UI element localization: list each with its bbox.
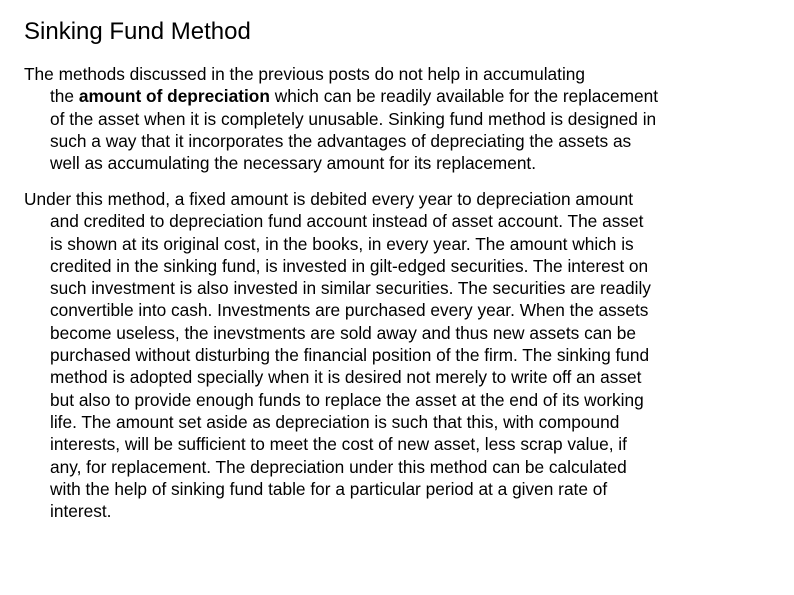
paragraph-line: convertible into cash. Investments are purchased every year. When the assets (50, 300, 649, 321)
text-run: the (50, 86, 79, 107)
paragraph-line: such investment is also invested in similar securities. The securities are readily (50, 278, 651, 299)
paragraph-line: of the asset when it is completely unusable. Sinking fund method is designed in (50, 108, 657, 129)
paragraph-line: become useless, the inevstments are sold away and thus new assets can be (50, 322, 636, 343)
paragraph-line: life. The amount set aside as depreciation is such that this, with compound (50, 411, 620, 432)
paragraph-line: interests, will be sufficient to meet the cost of new asset, less scrap value, if (50, 434, 627, 455)
page-title: Sinking Fund Method (24, 18, 251, 45)
paragraph-line (24, 85, 764, 107)
paragraph-line: with the help of sinking fund table for a particular period at a given rate of (50, 478, 608, 499)
text-run: which can be readily available for the replacement (269, 86, 658, 107)
paragraph-intro (24, 63, 764, 174)
emphasized-term: amount of depreciation (78, 86, 270, 107)
paragraph-line: The methods discussed in the previous posts do not help in accumulating (24, 64, 586, 84)
paragraph-line: is shown at its original cost, in the books, in every year. The amount which is (50, 233, 634, 254)
paragraph-line: and credited to depreciation fund account instead of asset account. The asset (50, 211, 644, 232)
paragraph-line: credited in the sinking fund, is invested in gilt-edged securities. The interest on (50, 255, 649, 276)
paragraph-line: method is adopted specially when it is desired not merely to write off an asset (50, 367, 642, 388)
paragraph-line: any, for replacement. The depreciation under this method can be calculated (50, 456, 627, 477)
paragraph-line: purchased without disturbing the financial position of the firm. The sinking fund (50, 345, 650, 366)
paragraph-line: Under this method, a fixed amount is debited every year to depreciation amount (24, 189, 634, 209)
paragraph-line: but also to provide enough funds to replace the asset at the end of its working (50, 389, 644, 410)
paragraph-line: interest. (50, 501, 112, 522)
paragraph-method (24, 188, 764, 522)
paragraph-line: well as accumulating the necessary amount for its replacement. (50, 153, 537, 174)
paragraph-line: such a way that it incorporates the advantages of depreciating the assets as (50, 130, 632, 151)
